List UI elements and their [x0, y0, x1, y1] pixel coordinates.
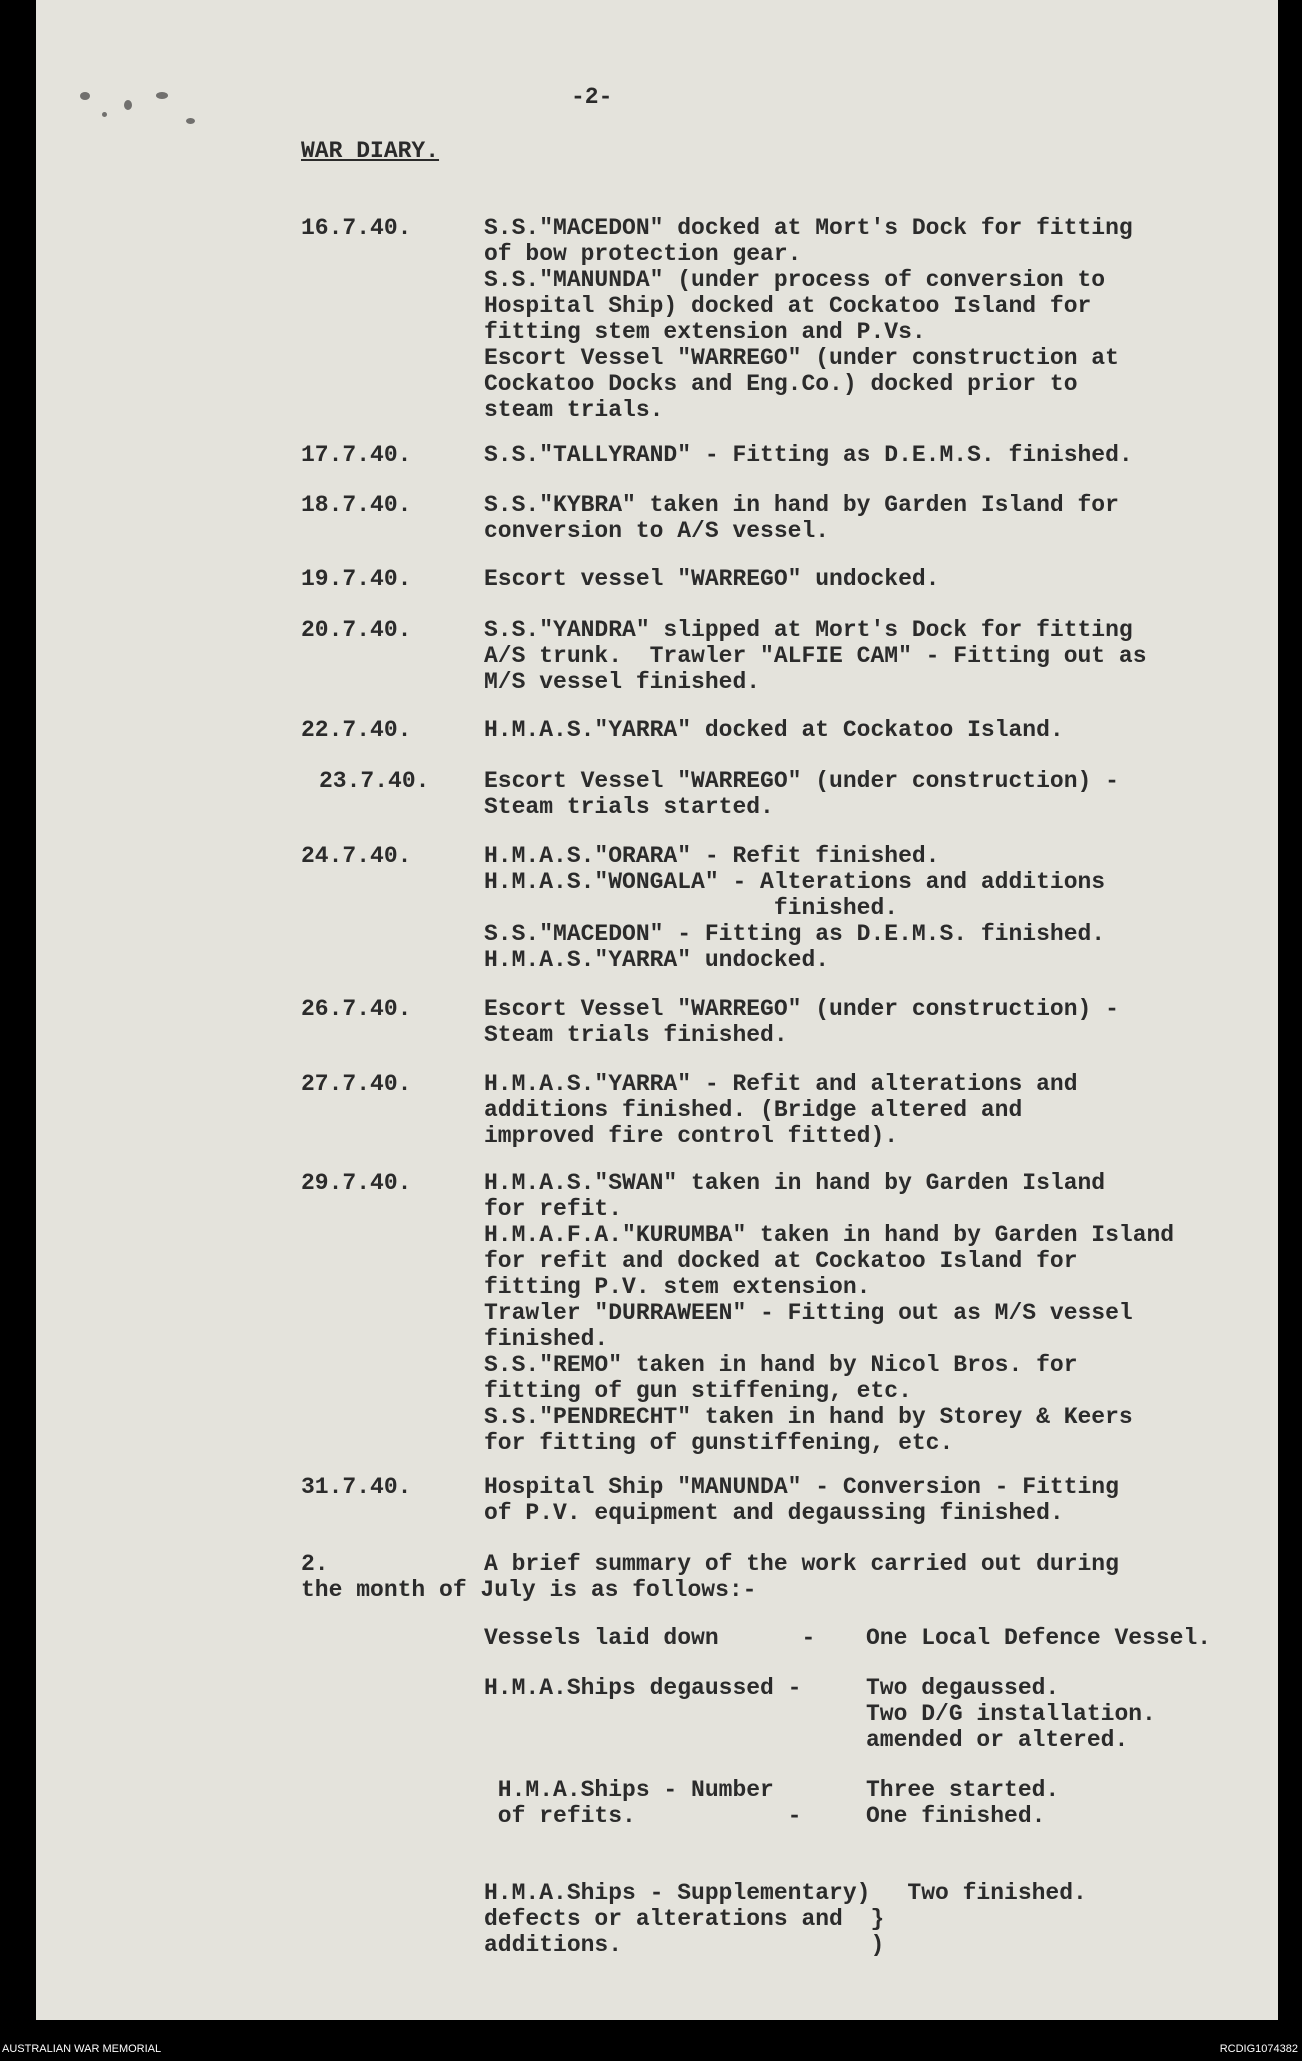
entry-line: S.S."YANDRA" slipped at Mort's Dock for fitting — [484, 617, 1133, 643]
entry-date: 22.7.40. — [301, 717, 412, 743]
entry-text — [484, 717, 1264, 743]
entry-line: H.M.A.F.A."KURUMBA" taken in hand by Garden Island — [484, 1222, 1175, 1248]
document-page — [36, 0, 1278, 2020]
summary-label-line: H.M.A.Ships - Supplementary) — [484, 1880, 871, 1906]
paragraph-line: the month of July is as follows:- — [301, 1577, 757, 1603]
entry-line: for refit and docked at Cockatoo Island for — [484, 1248, 1078, 1274]
summary-value-line: Three started. — [866, 1777, 1060, 1803]
entry-line: H.M.A.S."YARRA" undocked. — [484, 947, 830, 973]
entry-line: of P.V. equipment and degaussing finished. — [484, 1500, 1064, 1526]
entry-line: fitting stem extension and P.Vs. — [484, 319, 926, 345]
entry-line: S.S."PENDRECHT" taken in hand by Storey & Keers — [484, 1404, 1133, 1430]
summary-value — [866, 1777, 1059, 1829]
summary-label-line: Vessels laid down - — [484, 1625, 816, 1651]
summary-label — [484, 1625, 815, 1651]
entry-line: M/S vessel finished. — [484, 669, 761, 695]
entry-line: H.M.A.S."YARRA" docked at Cockatoo Island. — [484, 717, 1064, 743]
entry-line: for fitting of gunstiffening, etc. — [484, 1430, 954, 1456]
page-title: WAR DIARY. — [301, 138, 440, 164]
entry-date: 29.7.40. — [301, 1170, 412, 1196]
entry-line: Escort Vessel "WARREGO" (under construction) - — [484, 996, 1119, 1022]
entry-text — [484, 566, 1264, 592]
entry-line: conversion to A/S vessel. — [484, 518, 830, 544]
summary-label-line: additions. ) — [484, 1932, 885, 1958]
entry-line: Steam trials started. — [484, 794, 774, 820]
footer-record-id: RCDIG1074382 — [1219, 2043, 1298, 2055]
entry-line: Escort Vessel "WARREGO" (under construction) - — [484, 768, 1119, 794]
entry-line: for refit. — [484, 1196, 623, 1222]
summary-label-line: H.M.A.Ships - Number — [484, 1777, 774, 1803]
entry-text — [484, 492, 1264, 544]
footer-credit: AUSTRALIAN WAR MEMORIAL — [2, 2043, 162, 2055]
entry-text — [484, 442, 1264, 468]
entry-line: H.M.A.S."YARRA" - Refit and alterations and — [484, 1071, 1078, 1097]
entry-line: S.S."MANUNDA" (under process of conversion to — [484, 267, 1106, 293]
entry-line: finished. — [484, 895, 899, 921]
entry-line: S.S."MACEDON" docked at Mort's Dock for fitting — [484, 215, 1133, 241]
entry-line: Escort Vessel "WARREGO" (under construction at — [484, 345, 1119, 371]
entry-line: fitting P.V. stem extension. — [484, 1274, 871, 1300]
entry-date: 26.7.40. — [301, 996, 412, 1022]
entry-line: H.M.A.S."WONGALA" - Alterations and additions — [484, 869, 1106, 895]
paragraph-line: A brief summary of the work carried out during — [484, 1551, 1119, 1577]
entry-text — [484, 617, 1264, 695]
entry-line: additions finished. (Bridge altered and — [484, 1097, 1023, 1123]
entry-line: Cockatoo Docks and Eng.Co.) docked prior to — [484, 371, 1078, 397]
summary-label — [484, 1880, 884, 1958]
summary-label-line: defects or alterations and } — [484, 1906, 885, 1932]
entry-text — [484, 843, 1264, 973]
summary-value-line: Two D/G installation. — [866, 1701, 1156, 1727]
entry-date: 18.7.40. — [301, 492, 412, 518]
entry-line: Escort vessel "WARREGO" undocked. — [484, 566, 940, 592]
entry-text — [484, 1170, 1264, 1456]
entry-line: Trawler "DURRAWEEN" - Fitting out as M/S vessel — [484, 1300, 1133, 1326]
entry-line: H.M.A.S."SWAN" taken in hand by Garden Island — [484, 1170, 1106, 1196]
summary-value-line: One Local Defence Vessel. — [866, 1625, 1212, 1651]
summary-value — [866, 1675, 1156, 1753]
entry-line: of bow protection gear. — [484, 241, 802, 267]
entry-text — [484, 768, 1264, 820]
summary-label — [484, 1675, 801, 1701]
entry-text — [484, 1071, 1264, 1149]
war-diary-text — [36, 0, 1278, 2020]
entry-text — [484, 996, 1264, 1048]
summary-label-line: of refits. - — [484, 1803, 802, 1829]
summary-label — [484, 1777, 801, 1829]
entry-line: Steam trials finished. — [484, 1022, 788, 1048]
entry-line: Hospital Ship) docked at Cockatoo Island for — [484, 293, 1092, 319]
summary-label-line: H.M.A.Ships degaussed - — [484, 1675, 802, 1701]
summary-value — [866, 1880, 1087, 1906]
entry-text — [484, 1474, 1264, 1526]
entry-line: S.S."REMO" taken in hand by Nicol Bros. for — [484, 1352, 1078, 1378]
entry-date: 17.7.40. — [301, 442, 412, 468]
page-number: -2- — [571, 84, 613, 110]
entry-line: S.S."KYBRA" taken in hand by Garden Island for — [484, 492, 1119, 518]
summary-value — [866, 1625, 1211, 1651]
summary-value-line: One finished. — [866, 1803, 1046, 1829]
entry-line: finished. — [484, 1326, 609, 1352]
entry-date: 19.7.40. — [301, 566, 412, 592]
entry-date: 23.7.40. — [319, 768, 430, 794]
entry-line: S.S."MACEDON" - Fitting as D.E.M.S. finished. — [484, 921, 1106, 947]
entry-line: S.S."TALLYRAND" - Fitting as D.E.M.S. finished. — [484, 442, 1133, 468]
entry-date: 27.7.40. — [301, 1071, 412, 1097]
entry-line: steam trials. — [484, 397, 664, 423]
entry-line: Hospital Ship "MANUNDA" - Conversion - Fitting — [484, 1474, 1119, 1500]
entry-line: fitting of gun stiffening, etc. — [484, 1378, 912, 1404]
entry-line: H.M.A.S."ORARA" - Refit finished. — [484, 843, 940, 869]
entry-date: 31.7.40. — [301, 1474, 412, 1500]
entry-text — [484, 215, 1264, 423]
entry-line: improved fire control fitted). — [484, 1123, 899, 1149]
paragraph-number: 2. — [301, 1551, 329, 1577]
entry-date: 24.7.40. — [301, 843, 412, 869]
entry-date: 20.7.40. — [301, 617, 412, 643]
summary-value-line: amended or altered. — [866, 1727, 1129, 1753]
summary-value-line: Two finished. — [866, 1880, 1087, 1906]
entry-line: A/S trunk. Trawler "ALFIE CAM" - Fitting out as — [484, 643, 1147, 669]
entry-date: 16.7.40. — [301, 215, 412, 241]
summary-value-line: Two degaussed. — [866, 1675, 1060, 1701]
